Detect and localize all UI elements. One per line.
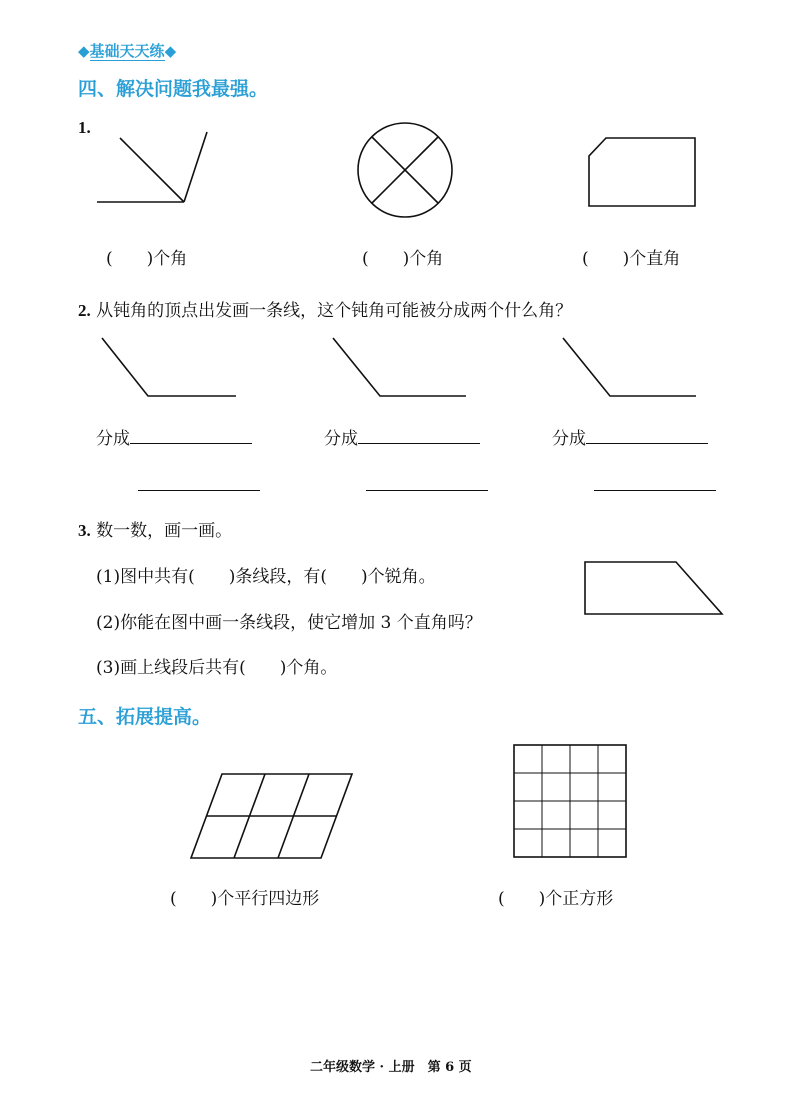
q3-item-2: (2)你能在图中画一条线段，使它增加 3 个直角吗？ xyxy=(96,613,482,633)
section4-title: 四、解决问题我最强。 xyxy=(78,78,269,100)
q2-number: 2. xyxy=(78,301,91,320)
q1-number: 1. xyxy=(78,118,91,137)
q2-split-label-1: 分成 xyxy=(96,429,130,449)
q2-split-label-2: 分成 xyxy=(324,429,358,449)
s5-answer-1: ( )个平行四边形 xyxy=(170,889,320,909)
diamond-left-icon: ◆ xyxy=(78,42,90,60)
header-tag-text: 基础天天练 xyxy=(89,42,165,60)
section5-title: 五、拓展提高。 xyxy=(78,706,212,728)
q3-item-1: (1)图中共有( )条线段，有( )个锐角。 xyxy=(96,567,436,587)
q1-answer-3: ( )个直角 xyxy=(582,249,681,269)
q3-item-3: (3)画上线段后共有( )个角。 xyxy=(96,658,338,678)
q3-text: 数一数，画一画。 xyxy=(96,521,233,541)
q1-answer-2: ( )个角 xyxy=(362,249,444,269)
s5-answer-2: ( )个正方形 xyxy=(498,889,614,909)
q2-split-label-3: 分成 xyxy=(552,429,586,449)
diamond-right-icon: ◆ xyxy=(164,42,177,60)
page-footer: 二年级数学 · 上册 第 6 页 xyxy=(310,1060,472,1075)
q2-text: 从钝角的顶点出发画一条线，这个钝角可能被分成两个什么角？ xyxy=(96,301,573,321)
q3-number: 3. xyxy=(78,521,91,540)
q1-answer-1: ( )个角 xyxy=(106,249,188,269)
